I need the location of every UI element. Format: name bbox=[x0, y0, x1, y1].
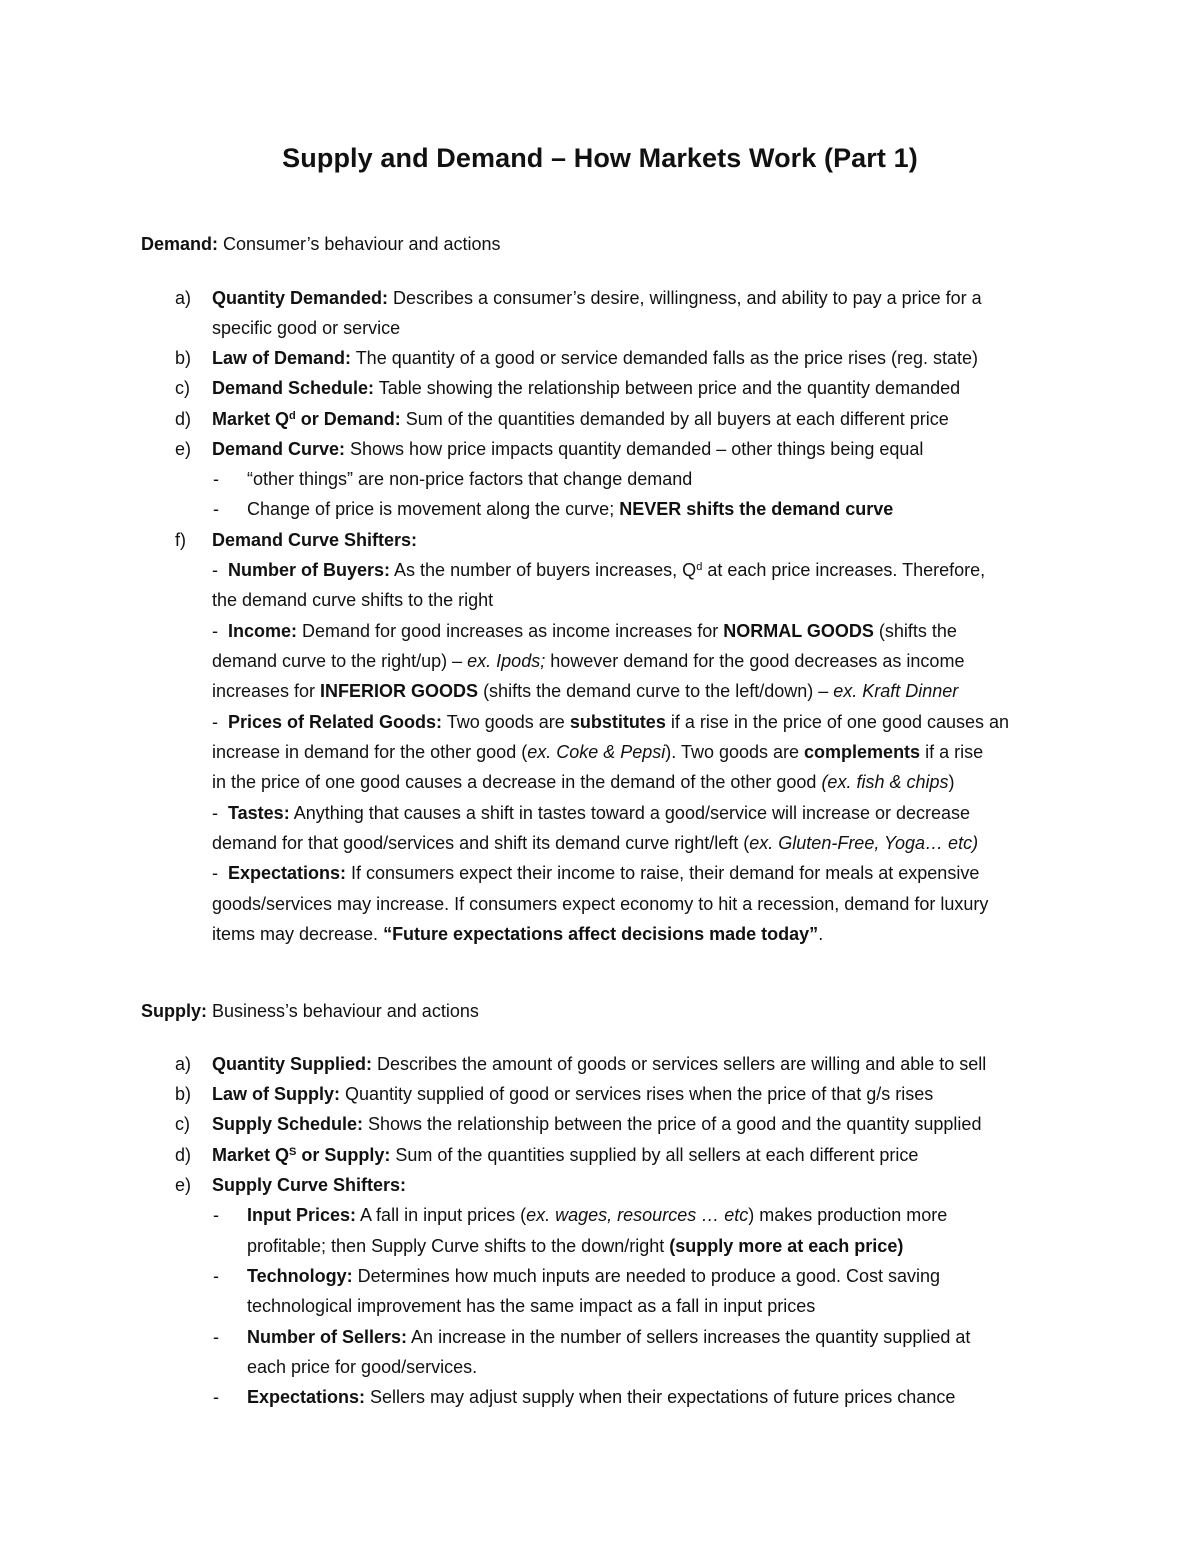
term: Demand Schedule: bbox=[212, 378, 375, 398]
list-item bbox=[212, 286, 982, 310]
demand-label: Demand: bbox=[141, 234, 219, 254]
list-item bbox=[212, 528, 417, 552]
dash-bullet: - bbox=[213, 1327, 219, 1347]
shifter-continuation: increases for INFERIOR GOODS (shifts the demand curve to the left/down) – ex. Kraft Dinner bbox=[212, 681, 959, 701]
supply-heading bbox=[141, 1001, 479, 1022]
shifter-tastes: - Tastes: Anything that causes a shift in tastes toward a good/service will increase or decrease bbox=[212, 803, 971, 823]
list-item bbox=[212, 437, 923, 461]
sub-item: Change of price is movement along the curve; NEVER shifts the demand curve bbox=[247, 499, 894, 519]
list-marker: f) bbox=[175, 530, 186, 550]
supply-label: Supply: bbox=[141, 1001, 207, 1021]
shifter-continuation: items may decrease. “Future expectations affect decisions made today”. bbox=[212, 924, 824, 944]
page-title: Supply and Demand – How Markets Work (Part 1) bbox=[282, 143, 918, 173]
dash-bullet: - bbox=[213, 1205, 219, 1225]
dash-bullet: - bbox=[213, 1266, 219, 1286]
list-item bbox=[212, 346, 978, 370]
definition: Sum of the quantities supplied by all sellers at each different price bbox=[390, 1145, 919, 1165]
shifter-number-of-sellers: Number of Sellers: An increase in the number of sellers increases the quantity supplied at bbox=[247, 1327, 971, 1347]
shifter-continuation: each price for good/services. bbox=[247, 1357, 478, 1377]
definition: Sum of the quantities demanded by all buyers at each different price bbox=[400, 409, 949, 429]
shifter-expectations: - Expectations: If consumers expect their income to raise, their demand for meals at expensive bbox=[212, 863, 980, 883]
list-item bbox=[212, 1112, 981, 1136]
term: Quantity Supplied: bbox=[212, 1054, 372, 1074]
term: Supply Schedule: bbox=[212, 1114, 364, 1134]
term: Demand Curve: bbox=[212, 439, 346, 459]
list-marker: e) bbox=[175, 439, 192, 459]
term: Supply Curve Shifters: bbox=[212, 1175, 407, 1195]
term: Law of Supply: bbox=[212, 1084, 340, 1104]
list-marker: d) bbox=[175, 1145, 192, 1165]
shifter-input-prices: Input Prices: A fall in input prices (ex. wages, resources … etc) makes production more bbox=[247, 1205, 948, 1225]
shifter-income: - Income: Demand for good increases as income increases for NORMAL GOODS (shifts the bbox=[212, 621, 957, 641]
list-item bbox=[212, 407, 949, 431]
demand-subheading: Consumer’s behaviour and actions bbox=[218, 234, 501, 254]
demand-heading bbox=[141, 234, 501, 255]
definition: The quantity of a good or service demanded falls as the price rises (reg. state) bbox=[351, 348, 979, 368]
shifter-technology: Technology: Determines how much inputs are needed to produce a good. Cost saving bbox=[247, 1266, 941, 1286]
list-marker: c) bbox=[175, 378, 190, 398]
list-item bbox=[212, 1082, 933, 1106]
list-item bbox=[212, 1052, 986, 1076]
term: Law of Demand: bbox=[212, 348, 352, 368]
list-marker: d) bbox=[175, 409, 192, 429]
sub-item: “other things” are non-price factors that change demand bbox=[247, 469, 693, 489]
list-item bbox=[212, 1173, 406, 1197]
term: Quantity Demanded: bbox=[212, 288, 389, 308]
definition: Shows the relationship between the price of a good and the quantity supplied bbox=[363, 1114, 982, 1134]
term: Market $Q^S$ or Supply: bbox=[212, 1145, 391, 1165]
shifter-continuation: in the price of one good causes a decrease in the demand of the other good (ex. fish & chips) bbox=[212, 772, 955, 792]
dash-bullet: - bbox=[213, 1387, 219, 1407]
shifter-number-of-buyers: - Number of Buyers: As the number of buyers increases, $Q^d$ at each price increases. Therefore, bbox=[212, 560, 986, 580]
list-marker: e) bbox=[175, 1175, 192, 1195]
list-marker: a) bbox=[175, 1054, 192, 1074]
term: Market $Q^d$ or Demand: bbox=[212, 409, 401, 429]
shifter-continuation: the demand curve shifts to the right bbox=[212, 590, 494, 610]
shifter-continuation: demand for that good/services and shift its demand curve right/left (ex. Gluten-Free, Yoga… etc) bbox=[212, 833, 979, 853]
list-marker: b) bbox=[175, 348, 192, 368]
shifter-expectations-supply: Expectations: Sellers may adjust supply when their expectations of future prices chance bbox=[247, 1387, 956, 1407]
shifter-continuation: increase in demand for the other good (ex. Coke & Pepsi). Two goods are complements if a rise bbox=[212, 742, 984, 762]
list-marker: c) bbox=[175, 1114, 190, 1134]
shifter-continuation: goods/services may increase. If consumers expect economy to hit a recession, demand for luxury bbox=[212, 894, 989, 914]
definition: Table showing the relationship between price and the quantity demanded bbox=[374, 378, 961, 398]
definition: Shows how price impacts quantity demanded – other things being equal bbox=[345, 439, 924, 459]
shifter-continuation: profitable; then Supply Curve shifts to the down/right (supply more at each price) bbox=[247, 1236, 904, 1256]
definition: Describes a consumer’s desire, willingness, and ability to pay a price for a bbox=[388, 288, 982, 308]
list-item-continuation: specific good or service bbox=[212, 318, 401, 338]
supply-subheading: Business’s behaviour and actions bbox=[207, 1001, 479, 1021]
list-item bbox=[212, 376, 960, 400]
list-marker: a) bbox=[175, 288, 192, 308]
definition: Describes the amount of goods or services sellers are willing and able to sell bbox=[372, 1054, 987, 1074]
definition: Quantity supplied of good or services rises when the price of that g/s rises bbox=[340, 1084, 934, 1104]
dash-bullet: - bbox=[213, 469, 219, 489]
dash-bullet: - bbox=[213, 499, 219, 519]
list-item bbox=[212, 1143, 918, 1167]
shifter-related-goods: - Prices of Related Goods: Two goods are substitutes if a rise in the price of one good causes an bbox=[212, 712, 1010, 732]
term: Demand Curve Shifters: bbox=[212, 530, 418, 550]
shifter-continuation: technological improvement has the same impact as a fall in input prices bbox=[247, 1296, 816, 1316]
shifter-continuation: demand curve to the right/up) – ex. Ipods; however demand for the good decreases as income bbox=[212, 651, 965, 671]
list-marker: b) bbox=[175, 1084, 192, 1104]
